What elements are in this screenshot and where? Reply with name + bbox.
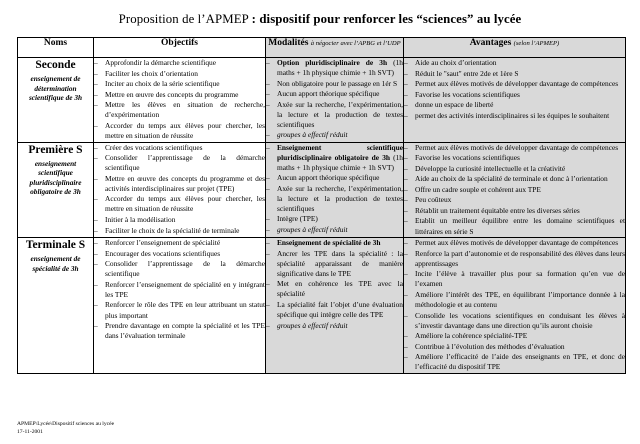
cell-objectifs xyxy=(94,58,266,143)
list-item: – Faciliter le choix de la spécialité de terminale xyxy=(94,226,265,236)
table-row xyxy=(18,142,626,238)
list-item: – Aide au choix de la spécialité de terminale et donc à l’orientation xyxy=(404,174,625,184)
list-item: – Mettre en œuvre des concepts du programme et des activités interdisciplinaires sur projet (TPE) xyxy=(94,174,265,194)
list-item: – Réduit le "saut" entre 2de et 1ère S xyxy=(404,69,625,79)
cell-avantages xyxy=(404,142,626,238)
list-item: – Consolide les vocations scientifiques en conduisant les élèves à s’investir davantage dans une direction qu’ils auront choisie xyxy=(404,311,625,331)
list-item: – Offre un cadre souple et cohérent aux TPE xyxy=(404,185,625,195)
list-item: – Rétablit un traitement équitable entre les diverses séries xyxy=(404,206,625,216)
page-title-bold: : dispositif pour renforcer les “sciences” au lycée xyxy=(251,12,522,26)
list-item: – Améliore l’intérêt des TPE, en équilibrant l’importance donnée à la méthodologie et au contenu xyxy=(404,290,625,310)
list-item: – Améliore la cohérence spécialité-TPE xyxy=(404,331,625,341)
list-item: – Développe la curiosité intellectuelle et la créativité xyxy=(404,164,625,174)
list-item: – Etablit un meilleur équilibre entre les domaine scientifiques et littéraires en série S xyxy=(404,216,625,236)
list-item: – Aucun apport théorique spécifique xyxy=(266,173,403,183)
noms-title: Première S xyxy=(28,143,83,156)
table-row xyxy=(18,238,626,374)
column-header-modalites xyxy=(266,38,404,58)
page-title-light: Proposition de l’APMEP xyxy=(118,12,252,26)
cell-modalites-list xyxy=(266,238,403,331)
table-header xyxy=(18,38,626,58)
noms-title: Seconde xyxy=(35,59,76,71)
list-item: – Axée sur la recherche, l’expérimentation, la lecture et la production de textes scientifiques xyxy=(266,100,403,130)
cell-avantages xyxy=(404,238,626,374)
list-item: – Mettre les élèves en situation de recherche, d’expérimentation xyxy=(94,100,265,120)
list-item: – Contribue à l’évolution des méthodes d’évaluation xyxy=(404,342,625,352)
list-item: – Encourager des vocations scientifiques xyxy=(94,249,265,259)
list-item: – Renforcer le rôle des TPE en leur attribuant un statut plus important xyxy=(94,300,265,320)
list-item: – Approfondir la démarche scientifique xyxy=(94,58,265,68)
list-item: – Incite l’élève à travailler plus pour sa formation qu’en vue de l’examen xyxy=(404,269,625,289)
dispositif-table xyxy=(17,37,626,374)
list-item: – Prendre davantage en compte la spécialité et les TPE dans l’évaluation terminale xyxy=(94,321,265,341)
list-item: – Favorise les vocations scientifiques xyxy=(404,90,625,100)
cell-modalites xyxy=(266,142,404,238)
cell-modalites xyxy=(266,58,404,143)
column-header-avantages-note: (selon l’APMEP) xyxy=(513,40,560,47)
list-item xyxy=(266,58,403,78)
cell-modalites-list xyxy=(266,58,403,141)
list-item: – Inciter au choix de la série scientifique xyxy=(94,79,265,89)
list-item: – La spécialité fait l’objet d’une évaluation spécifique qui intègre celle des TPE xyxy=(266,300,403,320)
list-item: – Peu coûteux xyxy=(404,195,625,205)
cell-noms xyxy=(18,238,94,374)
list-item: – Axée sur la recherche, l’expérimentation, la lecture et la production de textes scientifiques xyxy=(266,184,403,214)
footer-path: APMEP\Lycée\Dispositif sciences au lycée xyxy=(17,420,115,427)
cell-avantages-list xyxy=(404,238,625,372)
list-item: – groupes à effectif réduit xyxy=(266,130,403,140)
footer-date: 17-11-2001 xyxy=(17,428,43,435)
list-item: – Permet aux élèves motivés de développer davantage de compétences xyxy=(404,238,625,248)
list-item: – Accorder du temps aux élèves pour chercher, les mettre en situation de réussite xyxy=(94,194,265,214)
cell-objectifs-list xyxy=(94,238,265,341)
list-item: – Intègre (TPE) xyxy=(266,214,403,224)
list-item-rest: (1h maths + 1h physique chimie + 1h SVT) xyxy=(277,152,403,172)
cell-modalites-list xyxy=(266,143,403,236)
cell-noms xyxy=(18,142,94,238)
list-item-lead: Enseignement de spécialité de 3h xyxy=(277,238,381,248)
list-item: – Créer des vocations scientifiques xyxy=(94,143,265,153)
list-item: – Consolider l’apprentissage de la démarche scientifique xyxy=(94,153,265,173)
cell-objectifs xyxy=(94,238,266,374)
noms-title: Terminale S xyxy=(25,239,86,252)
list-item: – Ancrer les TPE dans la spécialité : la spécialité apparaissant de manière significative dans le TPE xyxy=(266,249,403,279)
list-item xyxy=(266,238,403,248)
list-item: – Accorder du temps aux élèves pour chercher, les mettre en situation de réussite xyxy=(94,121,265,141)
column-header-objectifs: Objectifs xyxy=(94,38,266,58)
column-header-noms: Noms xyxy=(18,38,94,58)
cell-objectifs xyxy=(94,142,266,238)
list-item: – Faciliter les choix d’orientation xyxy=(94,69,265,79)
list-item: – Améliore l’efficacité de l’aide des enseignants en TPE, et donc de l’efficacité du dispositif TPE xyxy=(404,352,625,372)
list-item xyxy=(266,143,403,173)
list-item: – Met en cohérence les TPE avec la spécialité xyxy=(266,279,403,299)
list-item-rest: (1h maths + 1h physique chimie + 1h SVT) xyxy=(277,58,404,78)
list-item: – groupes à effectif réduit xyxy=(266,321,403,331)
list-item: – Consolider l’apprentissage de la démarche scientifique xyxy=(94,259,265,279)
list-item: – Mettre en œuvre des concepts du programme xyxy=(94,90,265,100)
column-header-avantages xyxy=(404,38,626,58)
column-header-modalites-label: Modalités xyxy=(268,38,309,48)
cell-objectifs-list xyxy=(94,143,265,236)
noms-subtitle: enseignement de spécialité de 3h xyxy=(30,254,81,273)
page-title xyxy=(0,0,640,27)
noms-subtitle: enseignement scientifique pluridisciplinaire obligatoire de 3h xyxy=(29,158,82,196)
list-item: – Non obligatoire pour le passage en 1ér S xyxy=(266,79,403,89)
list-item: – Renforcer l’enseignement de spécialité xyxy=(94,238,265,248)
list-item: – Renforce la part d’autonomie et de responsabilité des élèves dans leurs apprentissages xyxy=(404,249,625,269)
cell-modalites xyxy=(266,238,404,374)
list-item: – donne un espace de liberté xyxy=(404,100,625,110)
list-item: – Initier à la modélisation xyxy=(94,215,265,225)
table-body xyxy=(18,58,626,374)
list-item: – Permet aux élèves motivés de développer davantage de compétences xyxy=(404,143,625,153)
list-item: – Aide au choix d’orientation xyxy=(404,58,625,68)
cell-avantages xyxy=(404,58,626,143)
list-item: – permet des activités interdisciplinaires si les équipes le souhaitent xyxy=(404,111,625,121)
list-item: – Permet aux élèves motivés de développer davantage de compétences xyxy=(404,79,625,89)
cell-noms xyxy=(18,58,94,143)
list-item-lead: Option pluridisciplinaire de 3h xyxy=(277,58,388,67)
cell-avantages-list xyxy=(404,58,625,121)
column-header-avantages-label: Avantages xyxy=(469,38,512,48)
cell-objectifs-list xyxy=(94,58,265,141)
footer xyxy=(17,420,114,436)
noms-subtitle: enseignement de détermination scientifique de 3h xyxy=(28,74,83,103)
cell-avantages-list xyxy=(404,143,625,237)
table-header-row xyxy=(18,38,626,58)
list-item: – Renforcer l’enseignement de spécialité en y intégrant les TPE xyxy=(94,280,265,300)
list-item: – Aucun apport théorique spécifique xyxy=(266,89,403,99)
column-header-modalites-note: à négocier avec l’APBG et l’UDP xyxy=(310,40,401,47)
list-item: – groupes à effectif réduit xyxy=(266,225,403,235)
list-item-lead: Enseignement scientifique pluridisciplinaire obligatoire de 3h xyxy=(277,142,403,162)
table-row xyxy=(18,58,626,143)
list-item: – Favorise les vocations scientifiques xyxy=(404,153,625,163)
